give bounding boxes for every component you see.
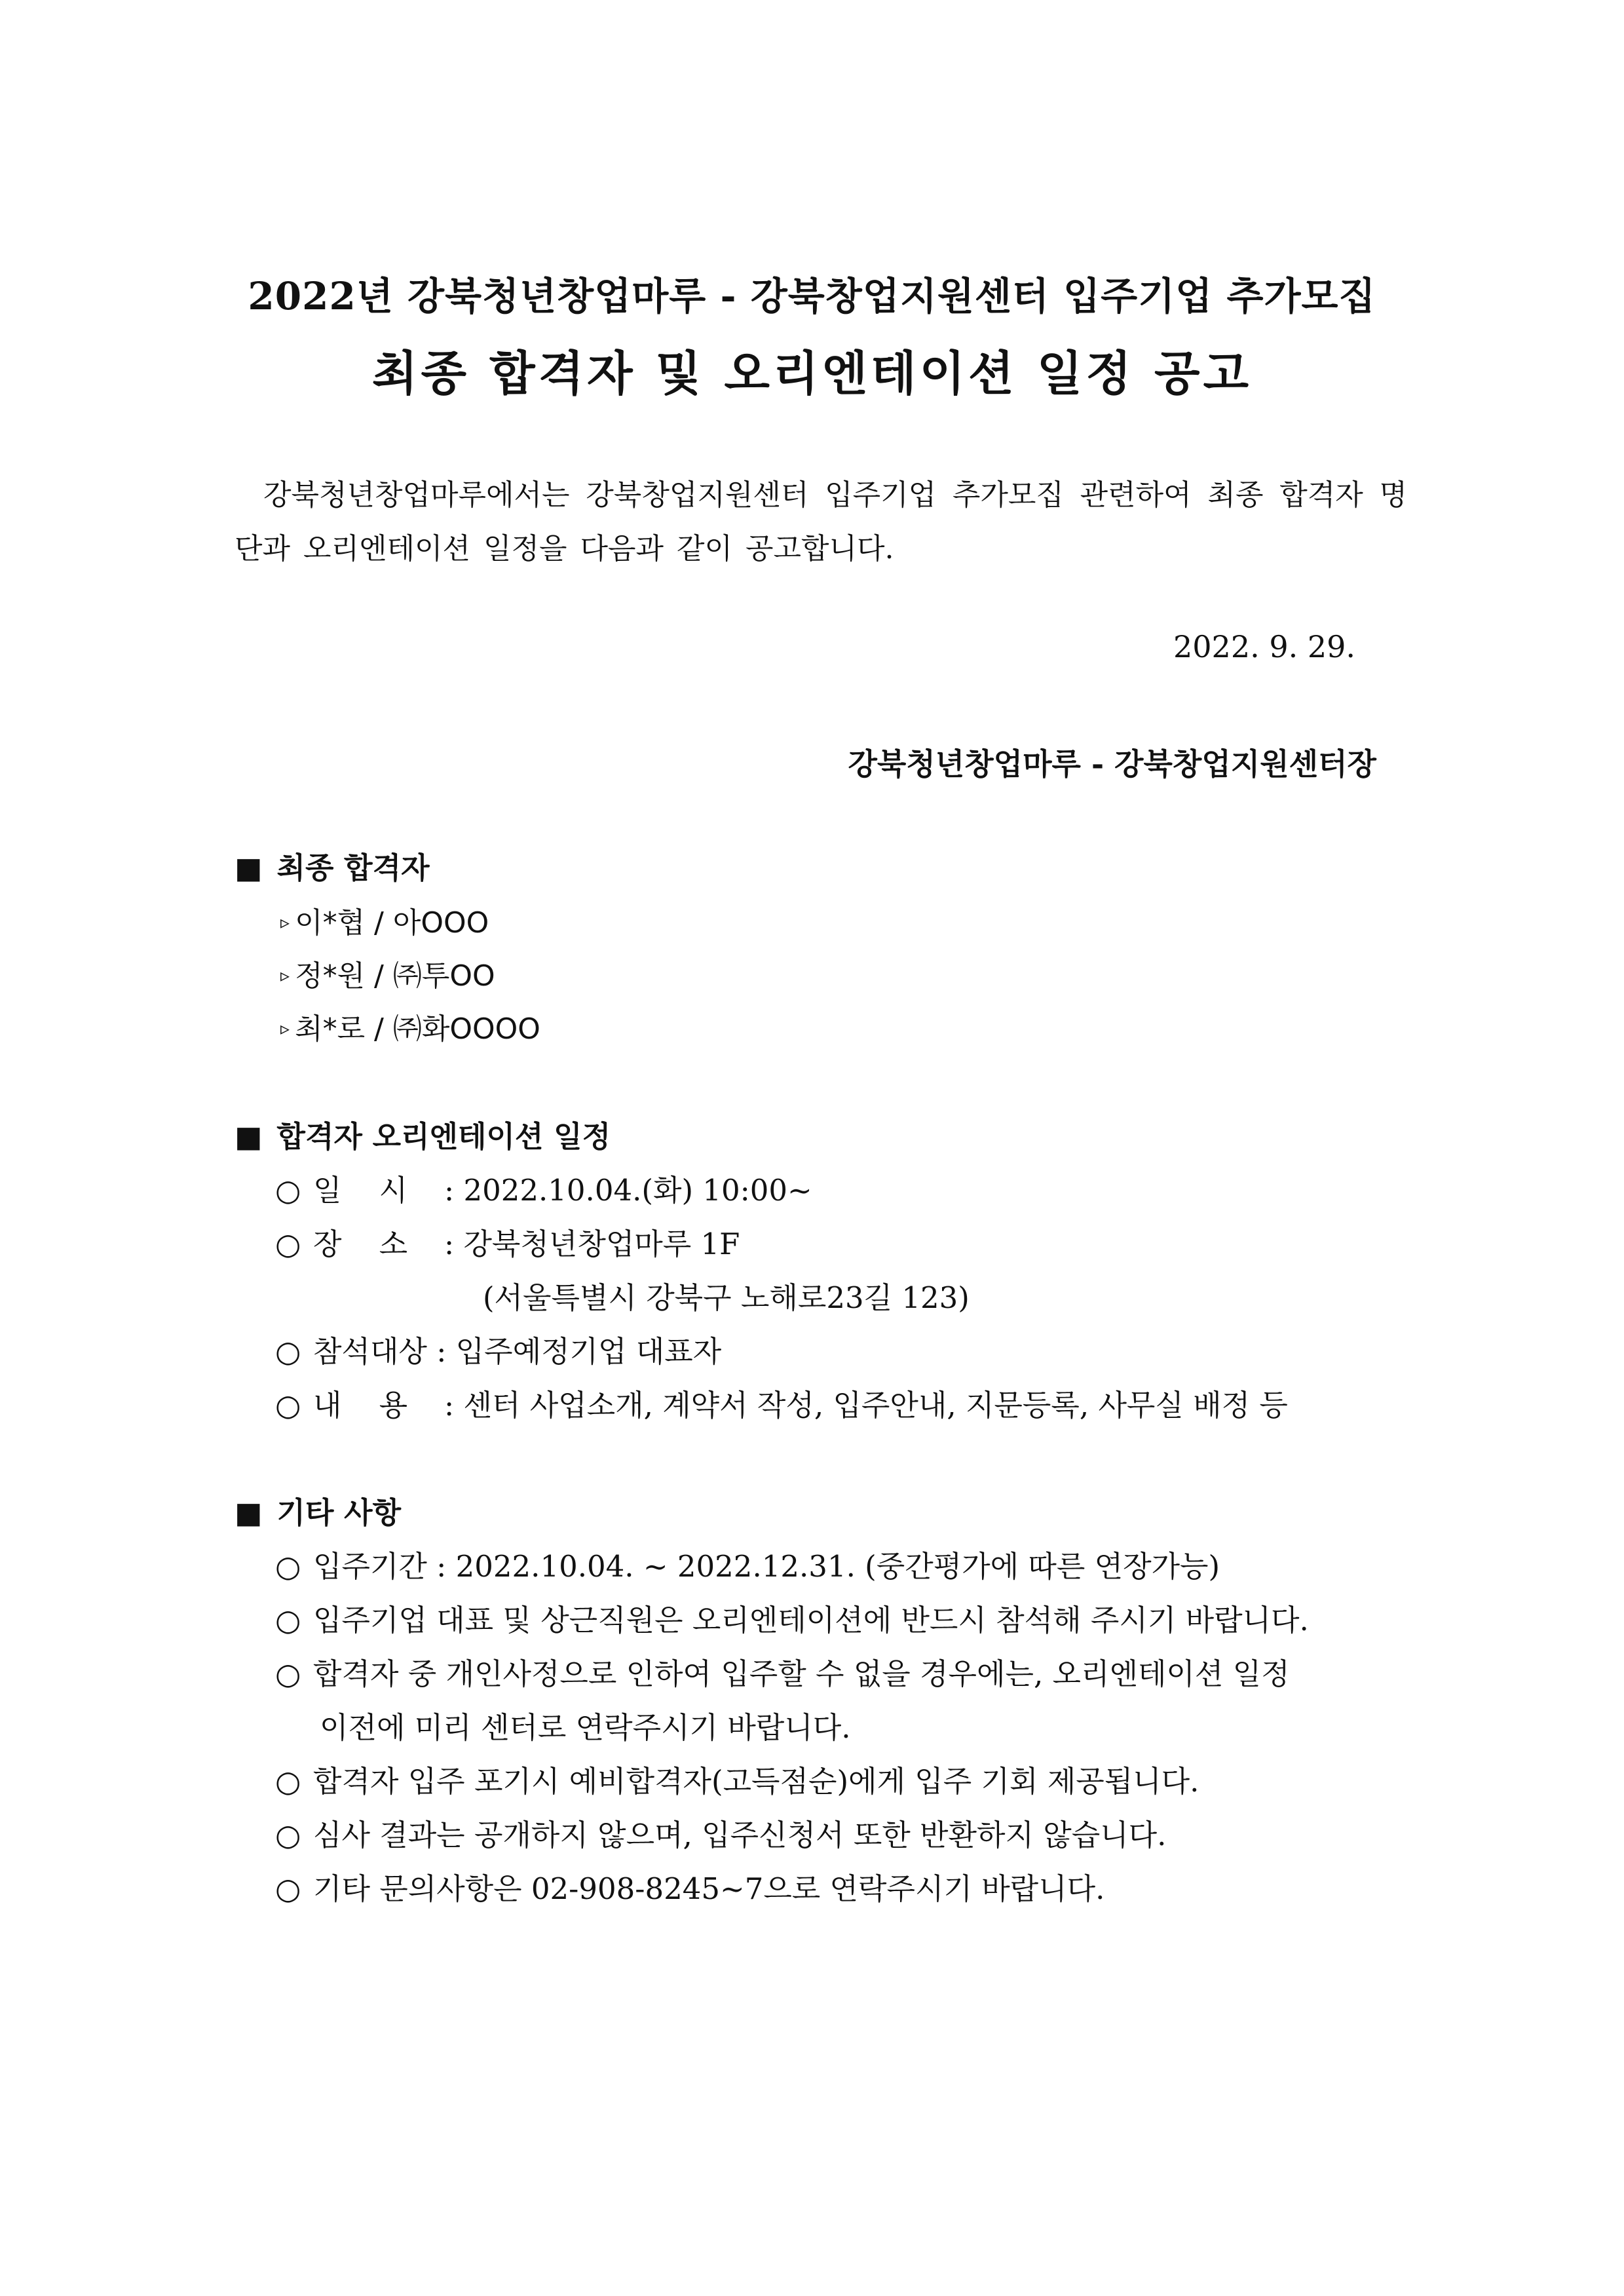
schedule-value: : 입주예정기업 대표자: [436, 1334, 722, 1369]
etc-item: ○ 입주기업 대표 및 상근직원은 오리엔테이션에 반드시 참석해 주시기 바랍니다.: [275, 1603, 1309, 1637]
square-bullet-icon: ■: [235, 851, 263, 885]
triangle-bullet-icon: ▹: [280, 965, 290, 986]
schedule-address: (서울특별시 강북구 노해로23길 123): [483, 1280, 970, 1315]
winner-item: ▹ 정*원 / ㈜투OO: [280, 959, 495, 993]
title-line-1: 2022년 강북청년창업마루 - 강북창업지원센터 입주기업 추가모집: [248, 274, 1376, 318]
title-line-2: 최종 합격자 및 오리엔테이션 일정 공고: [371, 345, 1253, 401]
announcement-sender: 강북청년창업마루 - 강북창업지원센터장: [848, 746, 1376, 782]
circle-bullet-icon: ○: [275, 1388, 301, 1423]
etc-item: ○ 기타 문의사항은 02-908-8245~7으로 연락주시기 바랍니다.: [275, 1871, 1105, 1906]
circle-bullet-icon: ○: [275, 1818, 301, 1852]
schedule-value: : 강북청년창업마루 1F: [444, 1227, 740, 1261]
schedule-value: : 2022.10.04.(화) 10:00~: [444, 1173, 812, 1208]
section-heading-winners: ■ 최종 합격자: [235, 851, 430, 885]
schedule-row: [275, 1328, 721, 1370]
triangle-bullet-icon: ▹: [280, 911, 290, 933]
schedule-value: : 센터 사업소개, 계약서 작성, 입주안내, 지문등록, 사무실 배정 등: [444, 1388, 1288, 1423]
winner-item: ▹ 최*로 / ㈜화OOOO: [280, 1012, 540, 1046]
schedule-label: 일 시: [313, 1173, 408, 1208]
etc-item: ○ 합격자 중 개인사정으로 인하여 입주할 수 없을 경우에는, 오리엔테이션 일정: [275, 1656, 1290, 1691]
schedule-label: 장 소: [313, 1227, 408, 1261]
schedule-label: 내 용: [313, 1388, 408, 1423]
intro-paragraph: 강북청년창업마루에서는 강북창업지원센터 입주기업 추가모집 관련하여 최종 합격자 명단과 오리엔테이션 일정을 다음과 같이 공고합니다.: [235, 478, 1407, 565]
section-heading-etc: ■ 기타 사항: [235, 1495, 402, 1530]
schedule-row: [275, 1166, 812, 1209]
etc-item: ○ 합격자 입주 포기시 예비합격자(고득점순)에게 입주 기회 제공됩니다.: [275, 1764, 1199, 1799]
etc-item: ○ 심사 결과는 공개하지 않으며, 입주신청서 또한 반환하지 않습니다.: [275, 1818, 1167, 1852]
etc-item: ○ 입주기간 : 2022.10.04. ~ 2022.12.31. (중간평가에 따른 연장가능): [275, 1549, 1220, 1584]
schedule-label: 참석대상: [313, 1334, 427, 1369]
square-bullet-icon: ■: [235, 1119, 263, 1154]
schedule-row: [275, 1381, 1288, 1424]
circle-bullet-icon: ○: [275, 1603, 301, 1637]
announcement-date: 2022. 9. 29.: [1173, 629, 1355, 664]
circle-bullet-icon: ○: [275, 1549, 301, 1584]
circle-bullet-icon: ○: [275, 1764, 301, 1799]
circle-bullet-icon: ○: [275, 1334, 301, 1369]
circle-bullet-icon: ○: [275, 1173, 301, 1208]
etc-item-continuation: 이전에 미리 센터로 연락주시기 바랍니다.: [320, 1710, 851, 1745]
section-heading-orientation: ■ 합격자 오리엔테이션 일정: [235, 1119, 611, 1154]
square-bullet-icon: ■: [235, 1495, 263, 1530]
circle-bullet-icon: ○: [275, 1871, 301, 1906]
circle-bullet-icon: ○: [275, 1227, 301, 1261]
circle-bullet-icon: ○: [275, 1656, 301, 1691]
schedule-row: [275, 1220, 740, 1263]
triangle-bullet-icon: ▹: [280, 1018, 290, 1039]
winner-item: ▹ 이*협 / 아OOO: [280, 906, 489, 940]
